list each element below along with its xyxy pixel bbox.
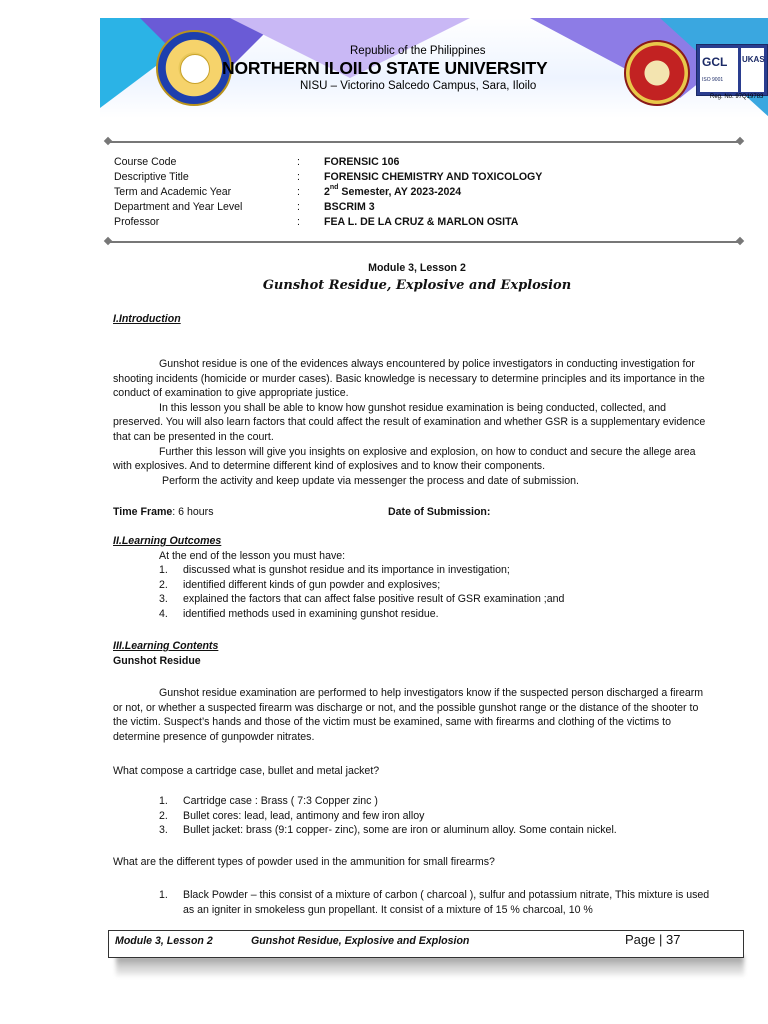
module-label: Module 3, Lesson 2 — [368, 262, 466, 274]
page-footer — [108, 930, 744, 958]
outcomes-intro: At the end of the lesson you must have: — [159, 549, 346, 562]
list-item: 1. discussed what is gunshot residue and its importance in investigation; — [159, 564, 510, 577]
iso-certification-logo — [696, 44, 768, 96]
course-info-label: Department and Year Level — [114, 201, 243, 213]
iso-gcl-label: GCL — [702, 55, 728, 69]
university-seal-logo — [156, 30, 232, 106]
outcomes-list — [113, 563, 711, 621]
intro-paragraph: Perform the activity and keep update via messenger the process and date of submission. — [162, 474, 579, 487]
course-info-label: Descriptive Title — [114, 171, 189, 183]
republic-label: Republic of the Philippines — [350, 45, 486, 57]
course-info-value: BSCRIM 3 — [324, 201, 375, 213]
campus-label: NISU – Victorino Salcedo Campus, Sara, Iloilo — [300, 80, 537, 92]
list-item: 4. identified methods used in examining gunshot residue. — [159, 607, 439, 620]
list-item: 2. identified different kinds of gun powder and explosives; — [159, 578, 441, 591]
footer-title: Gunshot Residue, Explosive and Explosion — [251, 935, 470, 947]
powder-list — [113, 888, 711, 917]
course-info-label: Professor — [114, 216, 160, 228]
divider-bottom — [108, 241, 740, 243]
iso-code-label: ISO 9001 — [702, 77, 724, 83]
university-name: NORTHERN ILOILO STATE UNIVERSITY — [222, 58, 548, 78]
contents-subheading: Gunshot Residue — [113, 654, 201, 667]
iso-ukas-label: UKAS — [742, 55, 765, 64]
cartridge-list — [113, 794, 711, 838]
list-item: 1. Black Powder – this consist of a mixture of carbon ( charcoal ), sulfur and potassium nitrate, This mixture is used as an igniter in smokeless gun propellant. It consist of a mixture of 15 % charcoal, 10 % — [159, 889, 710, 916]
time-frame-value: : 6 hours — [172, 506, 214, 518]
course-info-value: FORENSIC 106 — [324, 156, 400, 168]
list-item: 3. explained the factors that can affect false positive result of GSR examination ;and — [159, 593, 565, 606]
list-item: 1. Cartridge case : Brass ( 7:3 Copper zinc ) — [159, 795, 378, 807]
course-info-label: Course Code — [114, 156, 177, 168]
registration-number: Reg. No. 97Q19783 — [710, 94, 764, 100]
list-item: 3. Bullet jacket: brass (9:1 copper- zinc), some are iron or aluminum alloy. Some contain nickel. — [159, 824, 617, 837]
contents-paragraph: Gunshot residue examination are performed to help investigators know if the suspected person discharged a firearm or not, or whether a suspected firearm was discharge or not, and the possible gunshot range or the distance of the shooter to the victim. Suspect’s hands and those of the victim must be examined, same with firearms and clothing of the victims to determine presence of gunpowder nitrates. — [113, 687, 704, 743]
intro-paragraph: In this lesson you shall be able to know how gunshot residue examination is being conducted, collected, and preserved. You will also learn factors that could affect the result of examination and whether GSR is a supplementary evidence that can be presented in the court. — [113, 401, 706, 443]
submission-label: Date of Submission: — [388, 506, 491, 518]
outcomes-heading: II.Learning Outcomes — [113, 535, 222, 547]
criminology-seal-logo — [624, 40, 690, 106]
time-frame-row — [113, 505, 711, 520]
course-info-value: FORENSIC CHEMISTRY AND TOXICOLOGY — [324, 171, 543, 183]
intro-paragraph: Gunshot residue is one of the evidences always encountered by police investigators in conducting investigation for shooting incidents (homicide or murder cases). Basic knowledge is necessary to determine principles and its importance in the conduct of examination to give appropriate justice. — [113, 358, 705, 400]
footer-shadow — [116, 956, 744, 976]
question-cartridge: What compose a cartridge case, bullet and metal jacket? — [113, 765, 380, 777]
contents-heading: III.Learning Contents — [113, 640, 219, 652]
intro-section — [113, 357, 711, 488]
lesson-title: Gunshot Residue, Explosive and Explosion — [262, 278, 572, 293]
list-item: 2. Bullet cores: lead, lead, antimony and few iron alloy — [159, 809, 425, 822]
intro-heading: I.Introduction — [113, 313, 181, 325]
contents-section-heading — [113, 639, 711, 668]
footer-page-number: Page | 37 — [625, 932, 681, 947]
footer-module: Module 3, Lesson 2 — [115, 935, 213, 947]
intro-paragraph: Further this lesson will give you insights on explosive and explosion, on how to conduct and secure the allege area with explosives. And to determine different kind of explosives and to know their components. — [113, 445, 696, 473]
time-frame-label: Time Frame — [113, 506, 173, 518]
question-powder: What are the different types of powder used in the ammunition for small firearms? — [113, 856, 495, 868]
course-info-value: 2nd Semester, AY 2023-2024 — [324, 184, 462, 198]
course-info-label: Term and Academic Year — [114, 186, 232, 198]
divider-top — [108, 141, 740, 143]
outcomes-section — [113, 534, 711, 622]
course-info-value: FEA L. DE LA CRUZ & MARLON OSITA — [324, 216, 519, 228]
